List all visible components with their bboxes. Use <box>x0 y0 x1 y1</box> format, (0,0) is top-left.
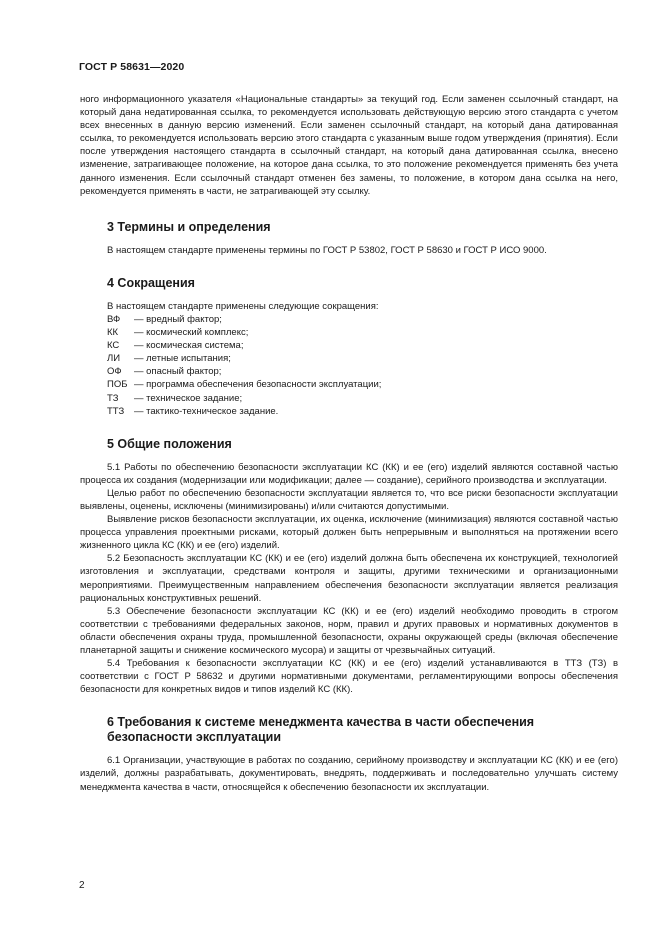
section-paragraph: 5.3 Обеспечение безопасности эксплуатации КС (КК) и ее (его) изделий необходимо проводить в строгом соответствии с требованиями федеральных законов, норм, правил и других правовых и нормативных документов в области обеспечения охраны труда, промышленной безопасности, охраны окружающей среды (включая обеспечение планетарной защиты и снижение космического мусора) и защиты от чрезвычайных ситуаций. <box>80 605 618 656</box>
abbreviation-item <box>107 378 618 391</box>
section-title: 3 Термины и определения <box>107 219 271 234</box>
abbreviation-desc: — космический комплекс; <box>134 327 249 339</box>
abbreviation-item <box>107 405 618 418</box>
section-title: 4 Сокращения <box>107 275 195 290</box>
document-code-header: ГОСТ Р 58631—2020 <box>79 61 185 73</box>
abbreviation-key: ТЗ <box>107 392 119 404</box>
abbreviation-desc: — космическая система; <box>134 340 244 352</box>
abbreviation-item <box>107 392 618 405</box>
abbreviation-key: ТТЗ <box>107 405 125 417</box>
section-quality-management <box>80 715 618 793</box>
abbreviation-desc: — опасный фактор; <box>134 366 222 378</box>
abbreviation-item <box>107 365 618 378</box>
abbreviation-item <box>107 326 618 339</box>
page-number: 2 <box>79 880 85 891</box>
section-paragraph: 5.2 Безопасность эксплуатации КС (КК) и ее (его) изделий должна быть обеспечена их конструкцией, технологией изготовления и эксплуатации, средствами контроля и защиты, другими техническими и организационными мероприятиями. Преимущественным направлением обеспечения безопасности эксплуатации является реализация рациональных конструктивных решений. <box>80 553 618 604</box>
document-body <box>80 93 618 794</box>
abbreviation-item <box>107 313 618 326</box>
section-paragraph: 5.1 Работы по обеспечению безопасности эксплуатации КС (КК) и ее (его) изделий являются составной частью процесса их создания (модернизации или модификации; далее — создание), серийного производства и эксплуатации. <box>80 461 618 486</box>
abbreviation-list <box>80 313 618 418</box>
abbreviation-desc: — летные испытания; <box>134 353 231 365</box>
section-title: 5 Общие положения <box>107 436 232 451</box>
abbreviation-key: ЛИ <box>107 353 121 365</box>
abbreviation-item <box>107 352 618 365</box>
section-terms <box>80 220 618 257</box>
section-general-provisions <box>80 437 618 697</box>
abbreviation-desc: — вредный фактор; <box>134 313 222 325</box>
abbreviation-desc: — техническое задание; <box>134 392 243 404</box>
section-paragraph: 6.1 Организации, участвующие в работах по созданию, серийному производству и эксплуатации КС (КК) и ее (его) изделий, должны разрабатывать, документировать, внедрять, поддерживать и последовательно улучшать систему менеджмента качества в части, относящейся к обеспечению безопасности их эксплуатации. <box>80 755 618 793</box>
abbreviation-key: ПОБ <box>107 379 128 391</box>
abbreviation-desc: — программа обеспечения безопасности эксплуатации; <box>134 379 382 391</box>
abbreviation-item <box>107 339 618 352</box>
section-title: 6 Требования к системе менеджмента качества в части обеспечения безопасности эксплуатации <box>107 715 535 745</box>
section-paragraph: В настоящем стандарте применены следующие сокращения: <box>107 300 379 312</box>
section-paragraph: Целью работ по обеспечению безопасности эксплуатации является то, что все риски безопасности эксплуатации выявлены, оценены, исключены (минимизированы) и/или считаются допустимыми. <box>80 487 618 512</box>
abbreviation-key: КС <box>107 340 120 352</box>
abbreviation-key: ВФ <box>107 313 121 325</box>
abbreviation-key: ОФ <box>107 366 122 378</box>
intro-paragraph: ного информационного указателя «Национальные стандарты» за текущий год. Если заменен ссылочный стандарт, на который дана недатированная ссылка, то рекомендуется использовать действующую версию этого стандарта с учетом всех внесенных в данную версию изменений. Если заменен ссылочный стандарт, на который дана датированная ссылка, то рекомендуется использовать версию этого стандарта с указанным выше годом утверждения (принятия). Если после утверждения настоящего стандарта в ссылочный стандарт, на который дана датированная ссылка, внесено изменение, затрагивающее положение, на которое дана ссылка, то это положение рекомендуется применять без учета данного изменения. Если ссылочный стандарт отменен без замены, то положение, в котором дана ссылка на него, рекомендуется применять в части, не затрагивающей эту ссылку. <box>80 94 618 197</box>
abbreviation-key: КК <box>107 327 119 339</box>
abbreviation-desc: — тактико-техническое задание. <box>134 405 279 417</box>
section-paragraph: 5.4 Требования к безопасности эксплуатации КС (КК) и ее (его) изделий устанавливаются в ТТЗ (ТЗ) в соответствии с ГОСТ Р 58632 и другими нормативными документами, регламентирующими вопросы обеспечения безопасности для конкретных видов и типов изделий КС (КК). <box>80 658 618 696</box>
section-abbreviations <box>80 276 618 418</box>
section-paragraph: Выявление рисков безопасности эксплуатации, их оценка, исключение (минимизация) являются составной частью процесса управления проектными рисками, который должен быть непрерывным и выполняться на протяжении всего жизненного цикла КС (КК) и ее (его) изделий. <box>80 514 618 552</box>
section-paragraph: В настоящем стандарте применены термины по ГОСТ Р 53802, ГОСТ Р 58630 и ГОСТ Р ИСО 9000. <box>107 244 547 256</box>
